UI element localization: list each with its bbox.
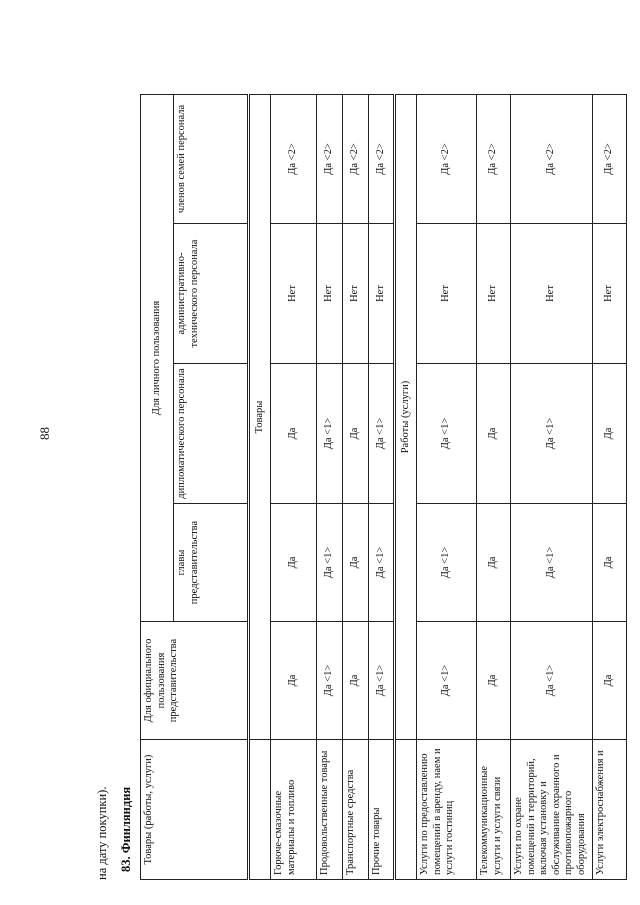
cell-official: Да <1> — [369, 622, 395, 740]
table-row — [593, 95, 627, 880]
header-personal-use: Для личного пользования — [141, 95, 174, 622]
cell-goods-name: Продовольственные товары — [317, 740, 343, 880]
rotated-content — [37, 90, 615, 880]
table-row — [417, 95, 477, 880]
section-row — [395, 95, 417, 880]
cell-official: Да <1> — [417, 622, 477, 740]
cell-goods-name: Телекоммуникационные услуги и услуги связи — [477, 740, 511, 880]
cell-goods-name: Услуги по охране помещений и территорий, включая установку и обслуживание охранного и противопожарного оборудования — [511, 740, 593, 880]
table-row — [369, 95, 395, 880]
cell-diplomatic: Да — [343, 364, 369, 504]
table-row — [511, 95, 593, 880]
cell-admin: Нет — [417, 224, 477, 364]
cell-admin: Нет — [317, 224, 343, 364]
cell-head: Да <1> — [317, 504, 343, 622]
cell-admin: Нет — [477, 224, 511, 364]
cell-family: Да <2> — [343, 95, 369, 224]
cell-diplomatic: Да <1> — [511, 364, 593, 504]
cell-family: Да <2> — [317, 95, 343, 224]
section-heading: 83. Финляндия — [119, 786, 133, 872]
cell-goods-name: Горюче-смазочные материалы и топливо — [271, 740, 317, 880]
cell-admin: Нет — [271, 224, 317, 364]
cell-official: Да — [343, 622, 369, 740]
cell-family: Да <2> — [593, 95, 627, 224]
section-goods: Товары — [249, 95, 271, 740]
header-goods: Товары (работы, услуги) — [141, 740, 249, 880]
section-spacer-cell — [395, 740, 417, 880]
cell-official: Да — [477, 622, 511, 740]
preamble-text: на дату покупки). — [95, 786, 109, 880]
cell-diplomatic: Да <1> — [317, 364, 343, 504]
header-admin-staff: административно-технического персонала — [174, 224, 249, 364]
section-works: Работы (услуги) — [395, 95, 417, 740]
cell-head: Да <1> — [369, 504, 395, 622]
cell-head: Да — [271, 504, 317, 622]
cell-official: Да <1> — [511, 622, 593, 740]
page-number: 88 — [37, 427, 52, 440]
cell-head: Да — [343, 504, 369, 622]
cell-official: Да <1> — [317, 622, 343, 740]
table-row — [343, 95, 369, 880]
header-diplomatic-staff: дипломатического персонала — [174, 364, 249, 504]
cell-family: Да <2> — [369, 95, 395, 224]
cell-admin: Нет — [369, 224, 395, 364]
header-official-use: Для официального пользования представительства — [141, 622, 249, 740]
cell-official: Да — [271, 622, 317, 740]
cell-head: Да <1> — [511, 504, 593, 622]
cell-diplomatic: Да — [477, 364, 511, 504]
cell-goods-name: Прочие товары — [369, 740, 395, 880]
table-row — [317, 95, 343, 880]
cell-goods-name: Транспортные средства — [343, 740, 369, 880]
section-spacer-cell — [249, 740, 271, 880]
cell-diplomatic: Да <1> — [417, 364, 477, 504]
cell-goods-name: Услуги электроснабжения и — [593, 740, 627, 880]
privileges-table — [140, 94, 627, 880]
cell-goods-name: Услуги по предоставлению помещений в аренду, наем и услуги гостиниц — [417, 740, 477, 880]
table-row — [477, 95, 511, 880]
cell-admin: Нет — [593, 224, 627, 364]
table-row — [271, 95, 317, 880]
cell-family: Да <2> — [477, 95, 511, 224]
cell-official: Да — [593, 622, 627, 740]
cell-head: Да — [593, 504, 627, 622]
cell-admin: Нет — [511, 224, 593, 364]
cell-diplomatic: Да — [271, 364, 317, 504]
cell-family: Да <2> — [271, 95, 317, 224]
cell-diplomatic: Да <1> — [369, 364, 395, 504]
section-row — [249, 95, 271, 880]
cell-family: Да <2> — [511, 95, 593, 224]
cell-family: Да <2> — [417, 95, 477, 224]
cell-admin: Нет — [343, 224, 369, 364]
header-family-members: членов семей персонала — [174, 95, 249, 224]
header-head-of-mission: главы представительства — [174, 504, 249, 622]
cell-diplomatic: Да — [593, 364, 627, 504]
cell-head: Да — [477, 504, 511, 622]
cell-head: Да <1> — [417, 504, 477, 622]
